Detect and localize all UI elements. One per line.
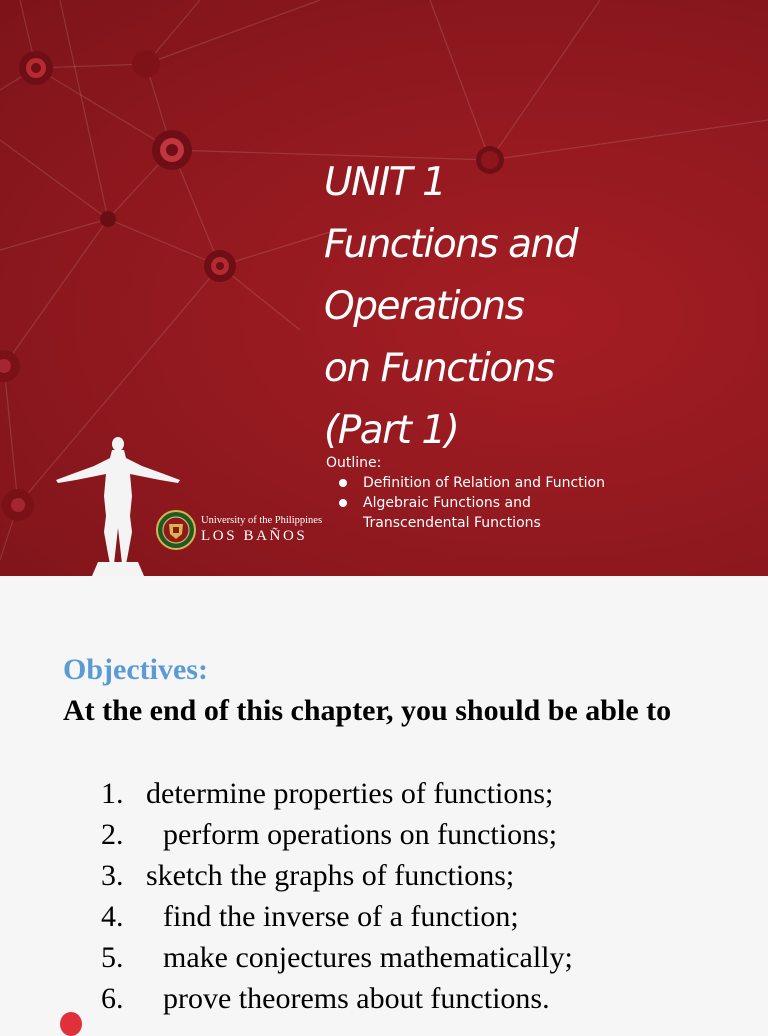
objective-number: 1.	[101, 777, 124, 810]
objective-text: prove theorems about functions.	[163, 982, 550, 1015]
logo-line2: LOS BAÑOS	[201, 528, 308, 544]
unit-title	[324, 152, 577, 462]
objective-number: 2.	[101, 818, 124, 851]
objective-item	[101, 937, 573, 978]
objective-number: 4.	[101, 900, 124, 933]
objective-item	[101, 978, 573, 1019]
objective-text: perform operations on functions;	[163, 818, 558, 851]
objectives-section	[63, 652, 703, 731]
objective-number: 3.	[101, 859, 124, 892]
outline-item: Algebraic Functions and Transcendental Functions	[336, 493, 605, 533]
university-logo-text	[201, 515, 322, 545]
decorative-corner-mark	[60, 1012, 82, 1036]
logo-line1: University of the Philippines	[201, 515, 323, 526]
university-seal-icon	[156, 510, 196, 550]
outline	[326, 453, 605, 533]
outline-item: Definition of Relation and Function	[336, 473, 605, 493]
objective-item	[101, 773, 573, 814]
objective-text: sketch the graphs of functions;	[146, 859, 515, 892]
objective-item	[101, 855, 573, 896]
objectives-heading: Objectives:	[63, 653, 208, 686]
objectives-list	[101, 773, 573, 1019]
objective-number: 5.	[101, 941, 124, 974]
objective-item	[101, 814, 573, 855]
title-line: on Functions	[324, 346, 554, 391]
outline-list	[326, 473, 605, 533]
objective-item	[101, 896, 573, 937]
objective-text: make conjectures mathematically;	[163, 941, 573, 974]
outline-label: Outline:	[326, 455, 382, 471]
objective-number: 6.	[101, 982, 124, 1015]
title-line: UNIT 1	[324, 160, 446, 205]
objective-text: find the inverse of a function;	[163, 900, 519, 933]
title-line: (Part 1)	[324, 408, 459, 453]
objectives-intro: At the end of this chapter, you should be able to	[63, 694, 672, 727]
title-line: Functions and	[324, 222, 578, 267]
oblation-statue-icon	[52, 436, 184, 576]
title-line: Operations	[324, 284, 524, 329]
objective-text: determine properties of functions;	[146, 777, 554, 810]
